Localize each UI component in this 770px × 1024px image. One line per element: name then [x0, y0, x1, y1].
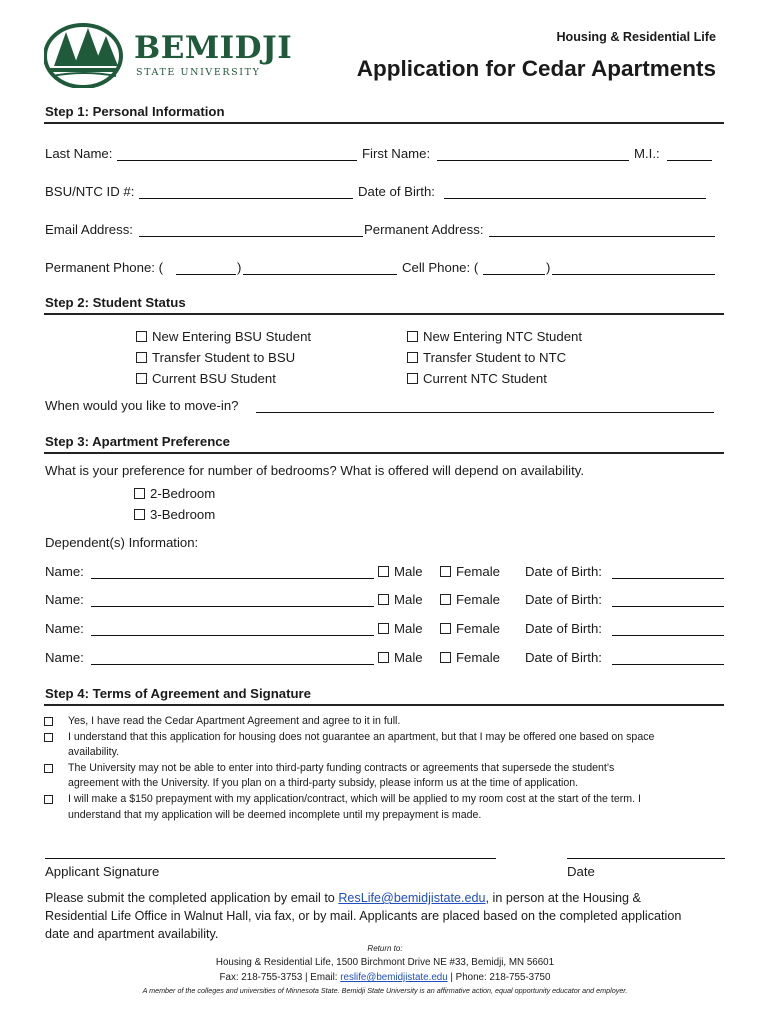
bsu-id-field[interactable]	[139, 198, 353, 199]
submit-line: date and apartment availability.	[45, 927, 219, 941]
status-option-label: Current NTC Student	[423, 371, 547, 386]
footer-contact	[0, 970, 770, 985]
email-field[interactable]	[139, 236, 363, 237]
status-option[interactable]	[407, 368, 582, 389]
signature-label: Applicant Signature	[45, 864, 160, 879]
dependent-name-field[interactable]	[91, 635, 374, 636]
perm-address-label: Permanent Address:	[364, 222, 484, 237]
return-to: Return to:	[367, 944, 403, 953]
first-name-label: First Name:	[362, 146, 431, 161]
submit-text: Please submit the completed application by email to	[45, 891, 339, 905]
cell-phone-field[interactable]	[552, 274, 715, 275]
checkbox-icon[interactable]	[407, 331, 418, 342]
dob-label: Date of Birth:	[358, 184, 435, 199]
male-option[interactable]	[378, 650, 423, 665]
dependent-name-field[interactable]	[91, 578, 374, 579]
bedroom-option[interactable]	[134, 504, 215, 525]
checkbox-icon[interactable]	[440, 623, 451, 634]
male-label: Male	[394, 621, 423, 636]
status-option[interactable]	[407, 326, 582, 347]
dependent-row	[0, 650, 770, 670]
signature-field[interactable]	[45, 858, 496, 859]
dependent-name-label: Name:	[45, 621, 84, 636]
checkbox-icon[interactable]	[407, 352, 418, 363]
status-option-label: Current BSU Student	[152, 371, 276, 386]
dob-field[interactable]	[444, 198, 706, 199]
female-option[interactable]	[440, 650, 500, 665]
perm-phone-close: )	[237, 260, 242, 275]
cell-phone-label: Cell Phone: (	[402, 260, 479, 275]
dependent-name-label: Name:	[45, 592, 84, 607]
checkbox-icon[interactable]	[378, 566, 389, 577]
female-label: Female	[456, 564, 500, 579]
male-option[interactable]	[378, 592, 423, 607]
checkbox-icon[interactable]	[378, 623, 389, 634]
male-label: Male	[394, 650, 423, 665]
checkbox-icon[interactable]	[407, 373, 418, 384]
footer-disclaimer: A member of the colleges and universities of Minnesota State. Bemidji State University is an affirmative action, equal opportunity educator and employer.	[142, 986, 628, 995]
step2-rule	[44, 313, 724, 315]
bsu-id-label: BSU/NTC ID #:	[45, 184, 135, 199]
term-line: The University may not be able to enter into third-party funding contracts or agreements that supersede the student’s	[68, 761, 615, 774]
last-name-field[interactable]	[117, 160, 357, 161]
cell-phone-area-field[interactable]	[483, 274, 545, 275]
first-name-field[interactable]	[437, 160, 629, 161]
dependent-dob-field[interactable]	[612, 578, 724, 579]
footer	[0, 942, 770, 997]
status-option-label: Transfer Student to NTC	[423, 350, 567, 365]
checkbox-icon[interactable]	[44, 717, 53, 726]
last-name-label: Last Name:	[45, 146, 113, 161]
female-option[interactable]	[440, 621, 500, 636]
date-label: Date	[567, 864, 595, 879]
step1-heading: Step 1: Personal Information	[45, 104, 225, 119]
dependents-label: Dependent(s) Information:	[45, 535, 199, 550]
checkbox-icon[interactable]	[44, 795, 53, 804]
male-option[interactable]	[378, 621, 423, 636]
bedroom-option-label: 2-Bedroom	[150, 486, 216, 501]
department-name: Housing & Residential Life	[556, 30, 716, 44]
female-option[interactable]	[440, 592, 500, 607]
checkbox-icon[interactable]	[44, 733, 53, 742]
move-in-label: When would you like to move-in?	[45, 398, 239, 413]
dependent-dob-label: Date of Birth:	[525, 621, 602, 636]
checkbox-icon[interactable]	[440, 652, 451, 663]
dependent-dob-field[interactable]	[612, 606, 724, 607]
email-label: Email Address:	[45, 222, 133, 237]
dependent-dob-field[interactable]	[612, 635, 724, 636]
dependent-row	[0, 621, 770, 641]
dependent-dob-label: Date of Birth:	[525, 592, 602, 607]
status-option-label: New Entering NTC Student	[423, 329, 583, 344]
checkbox-icon[interactable]	[136, 331, 147, 342]
perm-address-field[interactable]	[489, 236, 715, 237]
female-label: Female	[456, 592, 500, 607]
term-line: understand that my application will be deemed incomplete until my prepayment is made.	[68, 808, 482, 821]
bedroom-option-label: 3-Bedroom	[150, 507, 216, 522]
bedroom-option[interactable]	[134, 483, 215, 504]
footer-phone: | Phone: 218-755-3750	[447, 972, 551, 983]
status-option[interactable]	[136, 347, 311, 368]
mi-label: M.I.:	[634, 146, 660, 161]
bsu-logo	[44, 22, 293, 88]
term-item	[44, 714, 724, 730]
dependent-name-label: Name:	[45, 650, 84, 665]
dependent-name-field[interactable]	[91, 664, 374, 665]
logo-wordmark: BEMIDJI	[134, 30, 293, 66]
status-option[interactable]	[407, 347, 582, 368]
female-option[interactable]	[440, 564, 500, 579]
dependent-row	[0, 564, 770, 584]
checkbox-icon[interactable]	[136, 352, 147, 363]
footer-fax: Fax: 218-755-3753 | Email:	[219, 972, 341, 983]
perm-phone-label: Permanent Phone: (	[45, 260, 164, 275]
checkbox-icon[interactable]	[44, 764, 53, 773]
term-item	[44, 792, 724, 823]
cell-phone-close: )	[546, 260, 551, 275]
male-label: Male	[394, 564, 423, 579]
status-options-ntc	[407, 326, 582, 389]
footer-address: Housing & Residential Life, 1500 Birchmont Drive NE #33, Bemidji, MN 56601	[215, 957, 555, 968]
checkbox-icon[interactable]	[134, 509, 145, 520]
bedroom-options	[134, 483, 215, 525]
perm-phone-field[interactable]	[243, 274, 397, 275]
dependent-name-label: Name:	[45, 564, 84, 579]
date-field[interactable]	[567, 858, 725, 859]
checkbox-icon[interactable]	[136, 373, 147, 384]
dependent-dob-label: Date of Birth:	[525, 564, 602, 579]
move-in-field[interactable]	[256, 412, 714, 413]
dependent-dob-label: Date of Birth:	[525, 650, 602, 665]
term-line: I will make a $150 prepayment with my application/contract, which will be applied to my room cost at the start of the term. I	[68, 792, 641, 805]
terms-list	[44, 714, 724, 823]
footer-email-link[interactable]: reslife@bemidjistate.edu	[340, 972, 448, 983]
term-line: agreement with the University. If you plan on a third-party subsidy, please inform us at the time of application.	[68, 777, 579, 790]
checkbox-icon[interactable]	[440, 594, 451, 605]
checkbox-icon[interactable]	[378, 652, 389, 663]
mi-field[interactable]	[667, 160, 712, 161]
step1-rule	[44, 122, 724, 124]
status-options-bsu	[136, 326, 311, 389]
checkbox-icon[interactable]	[378, 594, 389, 605]
checkbox-icon[interactable]	[134, 488, 145, 499]
bedroom-question: What is your preference for number of bedrooms? What is offered will depend on availability.	[45, 463, 585, 478]
logo-subtitle: STATE UNIVERSITY	[136, 67, 261, 78]
status-option[interactable]	[136, 368, 311, 389]
checkbox-icon[interactable]	[440, 566, 451, 577]
step3-heading: Step 3: Apartment Preference	[45, 434, 230, 449]
submit-line: Residential Life Office in Walnut Hall, via fax, or by mail. Applicants are placed based on the completed application	[45, 909, 682, 923]
step2-heading: Step 2: Student Status	[45, 295, 186, 310]
tree-seal-icon	[44, 22, 126, 88]
term-line: availability.	[68, 746, 120, 759]
male-option[interactable]	[378, 564, 423, 579]
submit-instructions	[45, 889, 735, 943]
submit-text: , in person at the Housing &	[485, 891, 641, 905]
term-line: Yes, I have read the Cedar Apartment Agreement and agree to it in full.	[68, 715, 401, 727]
page-title: Application for Cedar Apartments	[356, 56, 716, 81]
submit-email-link[interactable]: ResLife@bemidjistate.edu	[338, 891, 486, 905]
status-option-label: Transfer Student to BSU	[152, 350, 296, 365]
term-line: I understand that this application for housing does not guarantee an apartment, but that I may be offered one based on space	[68, 730, 655, 743]
term-item	[44, 730, 724, 761]
submit-line	[45, 889, 735, 907]
step4-heading: Step 4: Terms of Agreement and Signature	[45, 686, 311, 701]
step4-rule	[44, 704, 724, 706]
dependent-dob-field[interactable]	[612, 664, 724, 665]
term-item	[44, 761, 724, 792]
dependent-row	[0, 592, 770, 612]
dependent-name-field[interactable]	[91, 606, 374, 607]
male-label: Male	[394, 592, 423, 607]
female-label: Female	[456, 650, 500, 665]
status-option-label: New Entering BSU Student	[152, 329, 312, 344]
step3-rule	[44, 452, 724, 454]
status-option[interactable]	[136, 326, 311, 347]
female-label: Female	[456, 621, 500, 636]
perm-phone-area-field[interactable]	[176, 274, 236, 275]
